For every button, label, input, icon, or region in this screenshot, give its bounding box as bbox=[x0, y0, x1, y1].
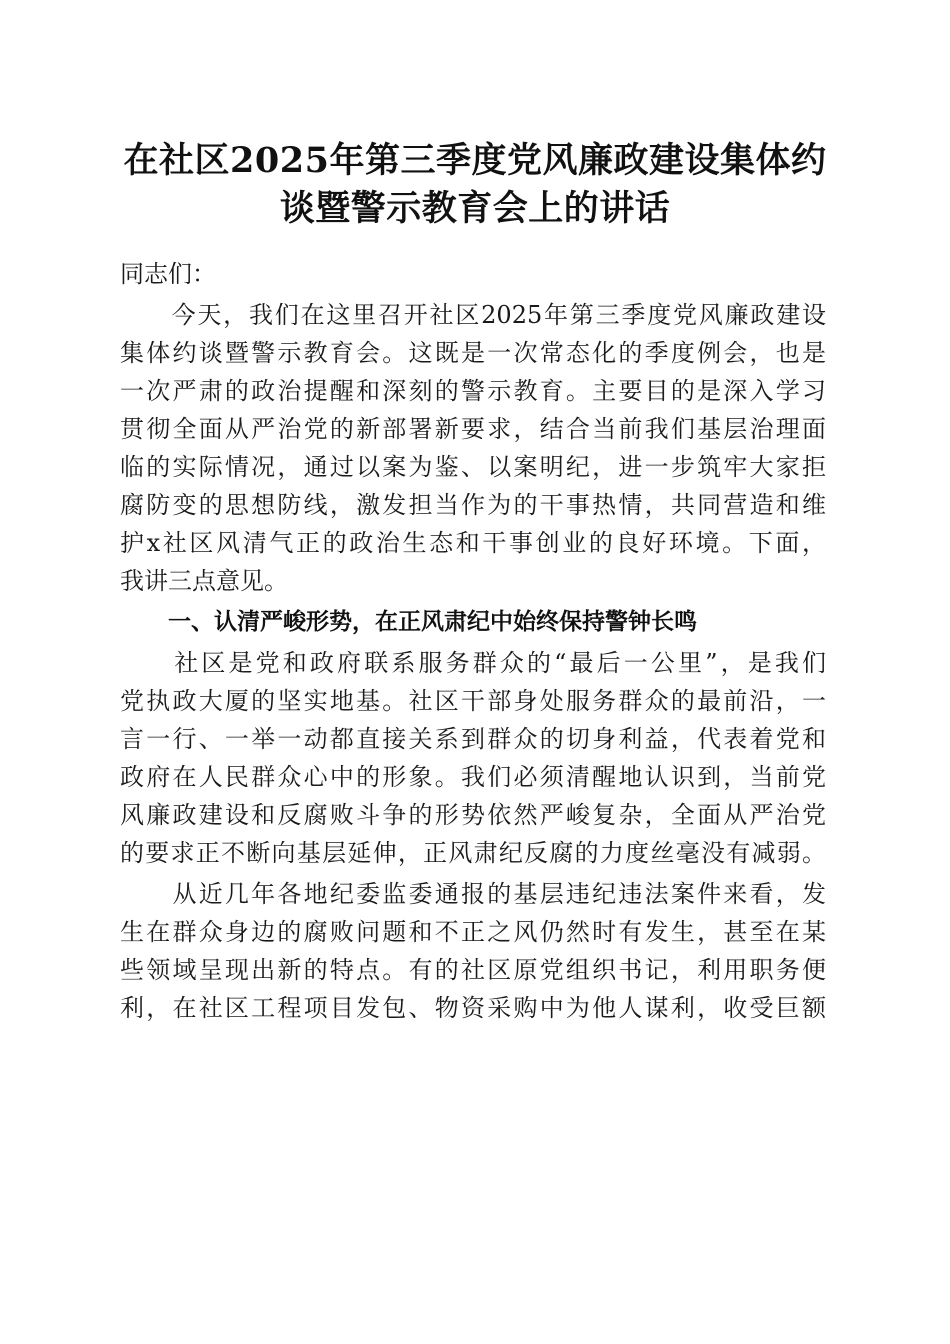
paragraph-line: 从近几年各地纪委监委通报的基层违纪违法案件来看，发 bbox=[120, 880, 826, 908]
paragraph-section1-a bbox=[120, 644, 826, 872]
paragraph-line: 言一行、一举一动都直接关系到群众的切身利益，代表着党和 bbox=[120, 725, 826, 753]
section-heading-1: 一、认清严峻形势，在正风肃纪中始终保持警钟长鸣 bbox=[168, 609, 697, 635]
paragraph-line: 贯彻全面从严治党的新部署新要求，结合当前我们基层治理面 bbox=[120, 415, 826, 443]
title-line-2: 谈暨警示教育会上的讲话 bbox=[279, 188, 671, 229]
paragraph-line: 的要求正不断向基层延伸，正风肃纪反腐的力度丝毫没有减弱。 bbox=[120, 839, 826, 867]
paragraph-intro bbox=[120, 296, 826, 600]
paragraph-line: 利，在社区工程项目发包、物资采购中为他人谋利，收受巨额 bbox=[120, 994, 826, 1022]
paragraph-section1-b bbox=[120, 875, 826, 1027]
paragraph-line: 一次严肃的政治提醒和深刻的警示教育。主要目的是深入学习 bbox=[120, 377, 826, 405]
paragraph-line: 腐防变的思想防线，激发担当作为的干事热情，共同营造和维 bbox=[120, 491, 826, 519]
paragraph-line: 风廉政建设和反腐败斗争的形势依然严峻复杂，全面从严治党 bbox=[120, 801, 826, 829]
paragraph-line: 政府在人民群众心中的形象。我们必须清醒地认识到，当前党 bbox=[120, 763, 826, 791]
paragraph-line: 集体约谈暨警示教育会。这既是一次常态化的季度例会，也是 bbox=[120, 339, 826, 367]
title-line-1: 在社区2025年第三季度党风廉政建设集体约 bbox=[123, 140, 827, 181]
paragraph-line: 护x社区风清气正的政治生态和干事创业的良好环境。下面， bbox=[120, 529, 826, 557]
document-title bbox=[100, 137, 850, 233]
paragraph-line: 我讲三点意见。 bbox=[120, 567, 288, 595]
salutation: 同志们： bbox=[120, 260, 216, 288]
paragraph-line: 些领域呈现出新的特点。有的社区原党组织书记，利用职务便 bbox=[120, 956, 826, 984]
paragraph-line: 社区是党和政府联系服务群众的“最后一公里”，是我们 bbox=[120, 649, 826, 677]
paragraph-line: 临的实际情况，通过以案为鉴、以案明纪，进一步筑牢大家拒 bbox=[120, 453, 826, 481]
paragraph-line: 党执政大厦的坚实地基。社区干部身处服务群众的最前沿，一 bbox=[120, 687, 826, 715]
paragraph-line: 生在群众身边的腐败问题和不正之风仍然时有发生，甚至在某 bbox=[120, 918, 826, 946]
paragraph-line: 今天，我们在这里召开社区2025年第三季度党风廉政建设 bbox=[120, 301, 826, 329]
document-body bbox=[120, 255, 826, 1027]
